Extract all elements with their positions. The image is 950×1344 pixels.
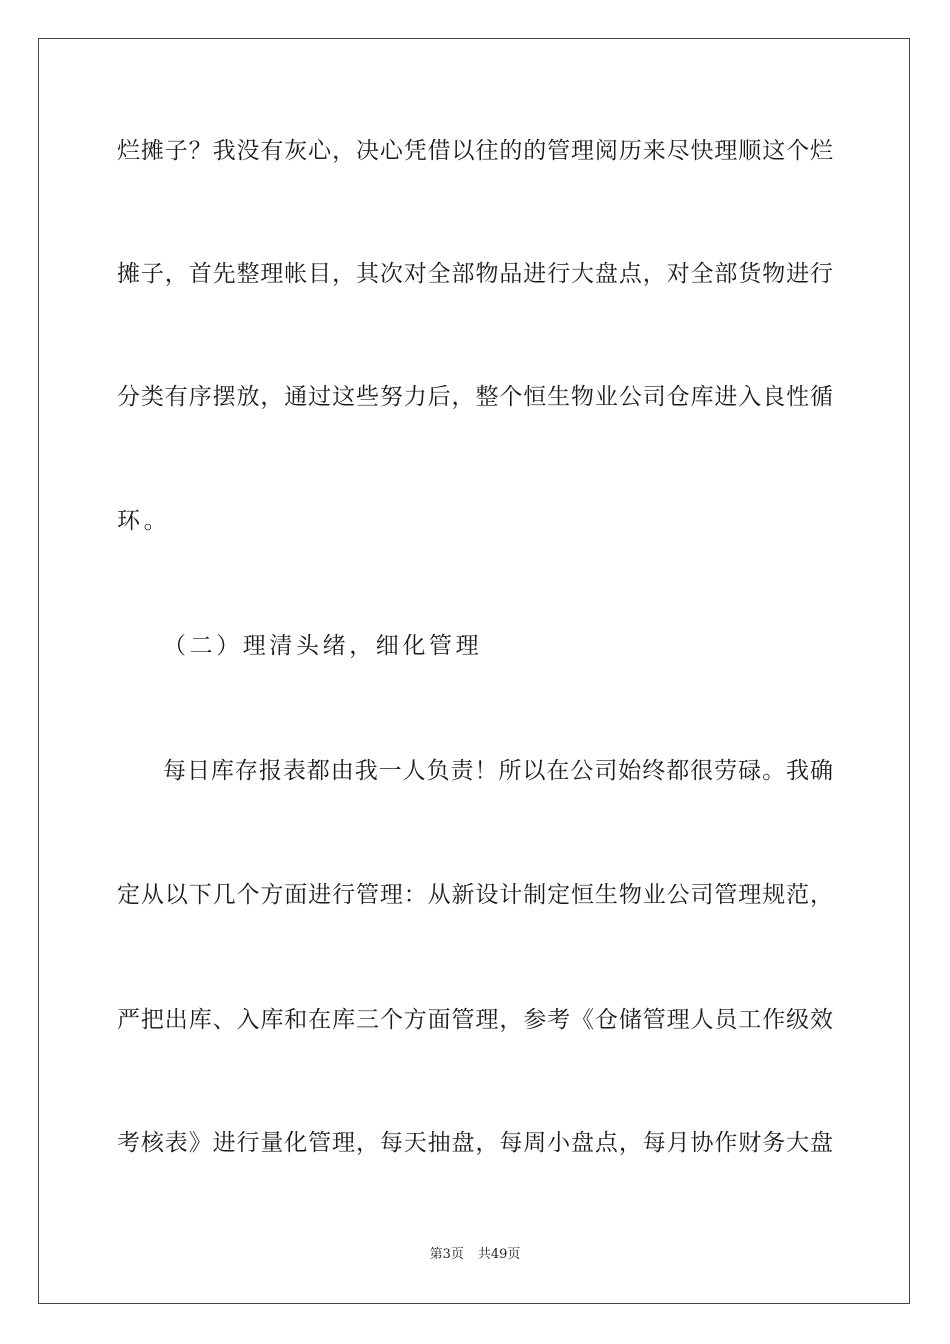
paragraph-line: 定从以下几个方面进行管理：从新设计制定恒生物业公司管理规范， — [117, 882, 833, 908]
page-footer — [0, 1247, 950, 1263]
paragraph-line: 每日库存报表都由我一人负责！所以在公司始终都很劳碌。我确 — [163, 758, 833, 784]
page-border — [38, 38, 910, 1304]
paragraph-line: 严把出库、入库和在库三个方面管理，参考《仓储管理人员工作级效 — [117, 1007, 833, 1033]
page-total: 共49页 — [477, 1247, 521, 1262]
paragraph-line: 考核表》进行量化管理，每天抽盘，每周小盘点，每月协作财务大盘 — [117, 1130, 833, 1156]
page-number: 第3页 — [429, 1247, 464, 1262]
paragraph-line: 烂摊子？我没有灰心，决心凭借以往的的管理阅历来尽快理顺这个烂 — [117, 138, 833, 164]
paragraph-line: 环。 — [117, 508, 171, 534]
paragraph-line: 分类有序摆放，通过这些努力后，整个恒生物业公司仓库进入良性循 — [117, 384, 833, 410]
paragraph-line: 摊子，首先整理帐目，其次对全部物品进行大盘点，对全部货物进行 — [117, 261, 833, 287]
section-heading: （二）理清头绪，细化管理 — [163, 633, 483, 659]
